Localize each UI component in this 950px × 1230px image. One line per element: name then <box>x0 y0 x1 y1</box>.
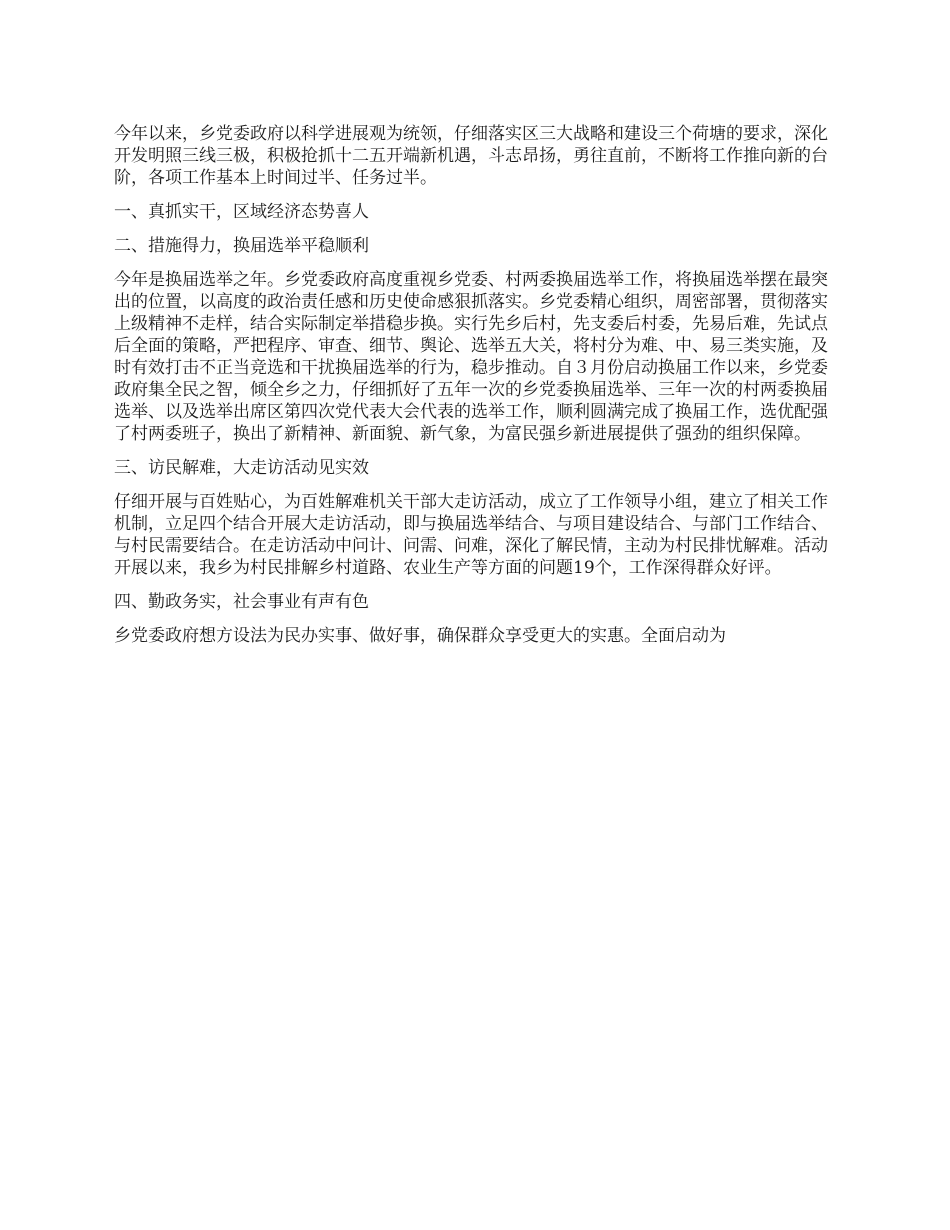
election-paragraph: 今年是换届选举之年。乡党委政府高度重视乡党委、村两委换届选举工作，将换届选举摆在最突出的位置，以高度的政治责任感和历史使命感狠抓落实。乡党委精心组织，周密部署，贯彻落实上级精神不走样，结合实际制定举措稳步换。实行先乡后村，先支委后村委，先易后难，先试点后全面的策略，严把程序、审查、细节、舆论、选举五大关，将村分为难、中、易三类实施，及时有效打击不正当竞选和干扰换届选举的行为，稳步推动。自３月份启动换届工作以来，乡党委政府集全民之智，倾全乡之力，仔细抓好了五年一次的乡党委换届选举、三年一次的村两委换届选举、以及选举出席区第四次党代表大会代表的选举工作，顺利圆满完成了换届工作，选优配强了村两委班子，换出了新精神、新面貌、新气象，为富民强乡新进展提供了强劲的组织保障。 <box>114 270 828 444</box>
section-heading-1: 一、真抓实干，区域经济态势喜人 <box>114 202 369 222</box>
intro-paragraph: 今年以来，乡党委政府以科学进展观为统领，仔细落实区三大战略和建设三个荷塘的要求，深化开发明照三线三极，积极抢抓十二五开端新机遇，斗志昂扬，勇往直前，不断将工作推向新的台阶，各项工作基本上时间过半、任务过半。 <box>114 124 828 188</box>
section-heading-2: 二、措施得力，换届选举平稳顺利 <box>114 236 369 256</box>
section-heading-4: 四、勤政务实，社会事业有声有色 <box>114 592 369 612</box>
social-affairs-paragraph: 乡党委政府想方设法为民办实事、做好事，确保群众享受更大的实惠。全面启动为 <box>114 626 726 646</box>
document-body <box>114 123 842 659</box>
visit-paragraph: 仔细开展与百姓贴心，为百姓解难机关干部大走访活动，成立了工作领导小组，建立了相关工作机制，立足四个结合开展大走访活动，即与换届选举结合、与项目建设结合、与部门工作结合、与村民需要结合。在走访活动中问计、问需、问难，深化了解民情，主动为村民排忧解难。活动开展以来，我乡为村民排解乡村道路、农业生产等方面的问题19个，工作深得群众好评。 <box>114 492 828 578</box>
section-heading-3: 三、访民解难，大走访活动见实效 <box>114 458 369 478</box>
